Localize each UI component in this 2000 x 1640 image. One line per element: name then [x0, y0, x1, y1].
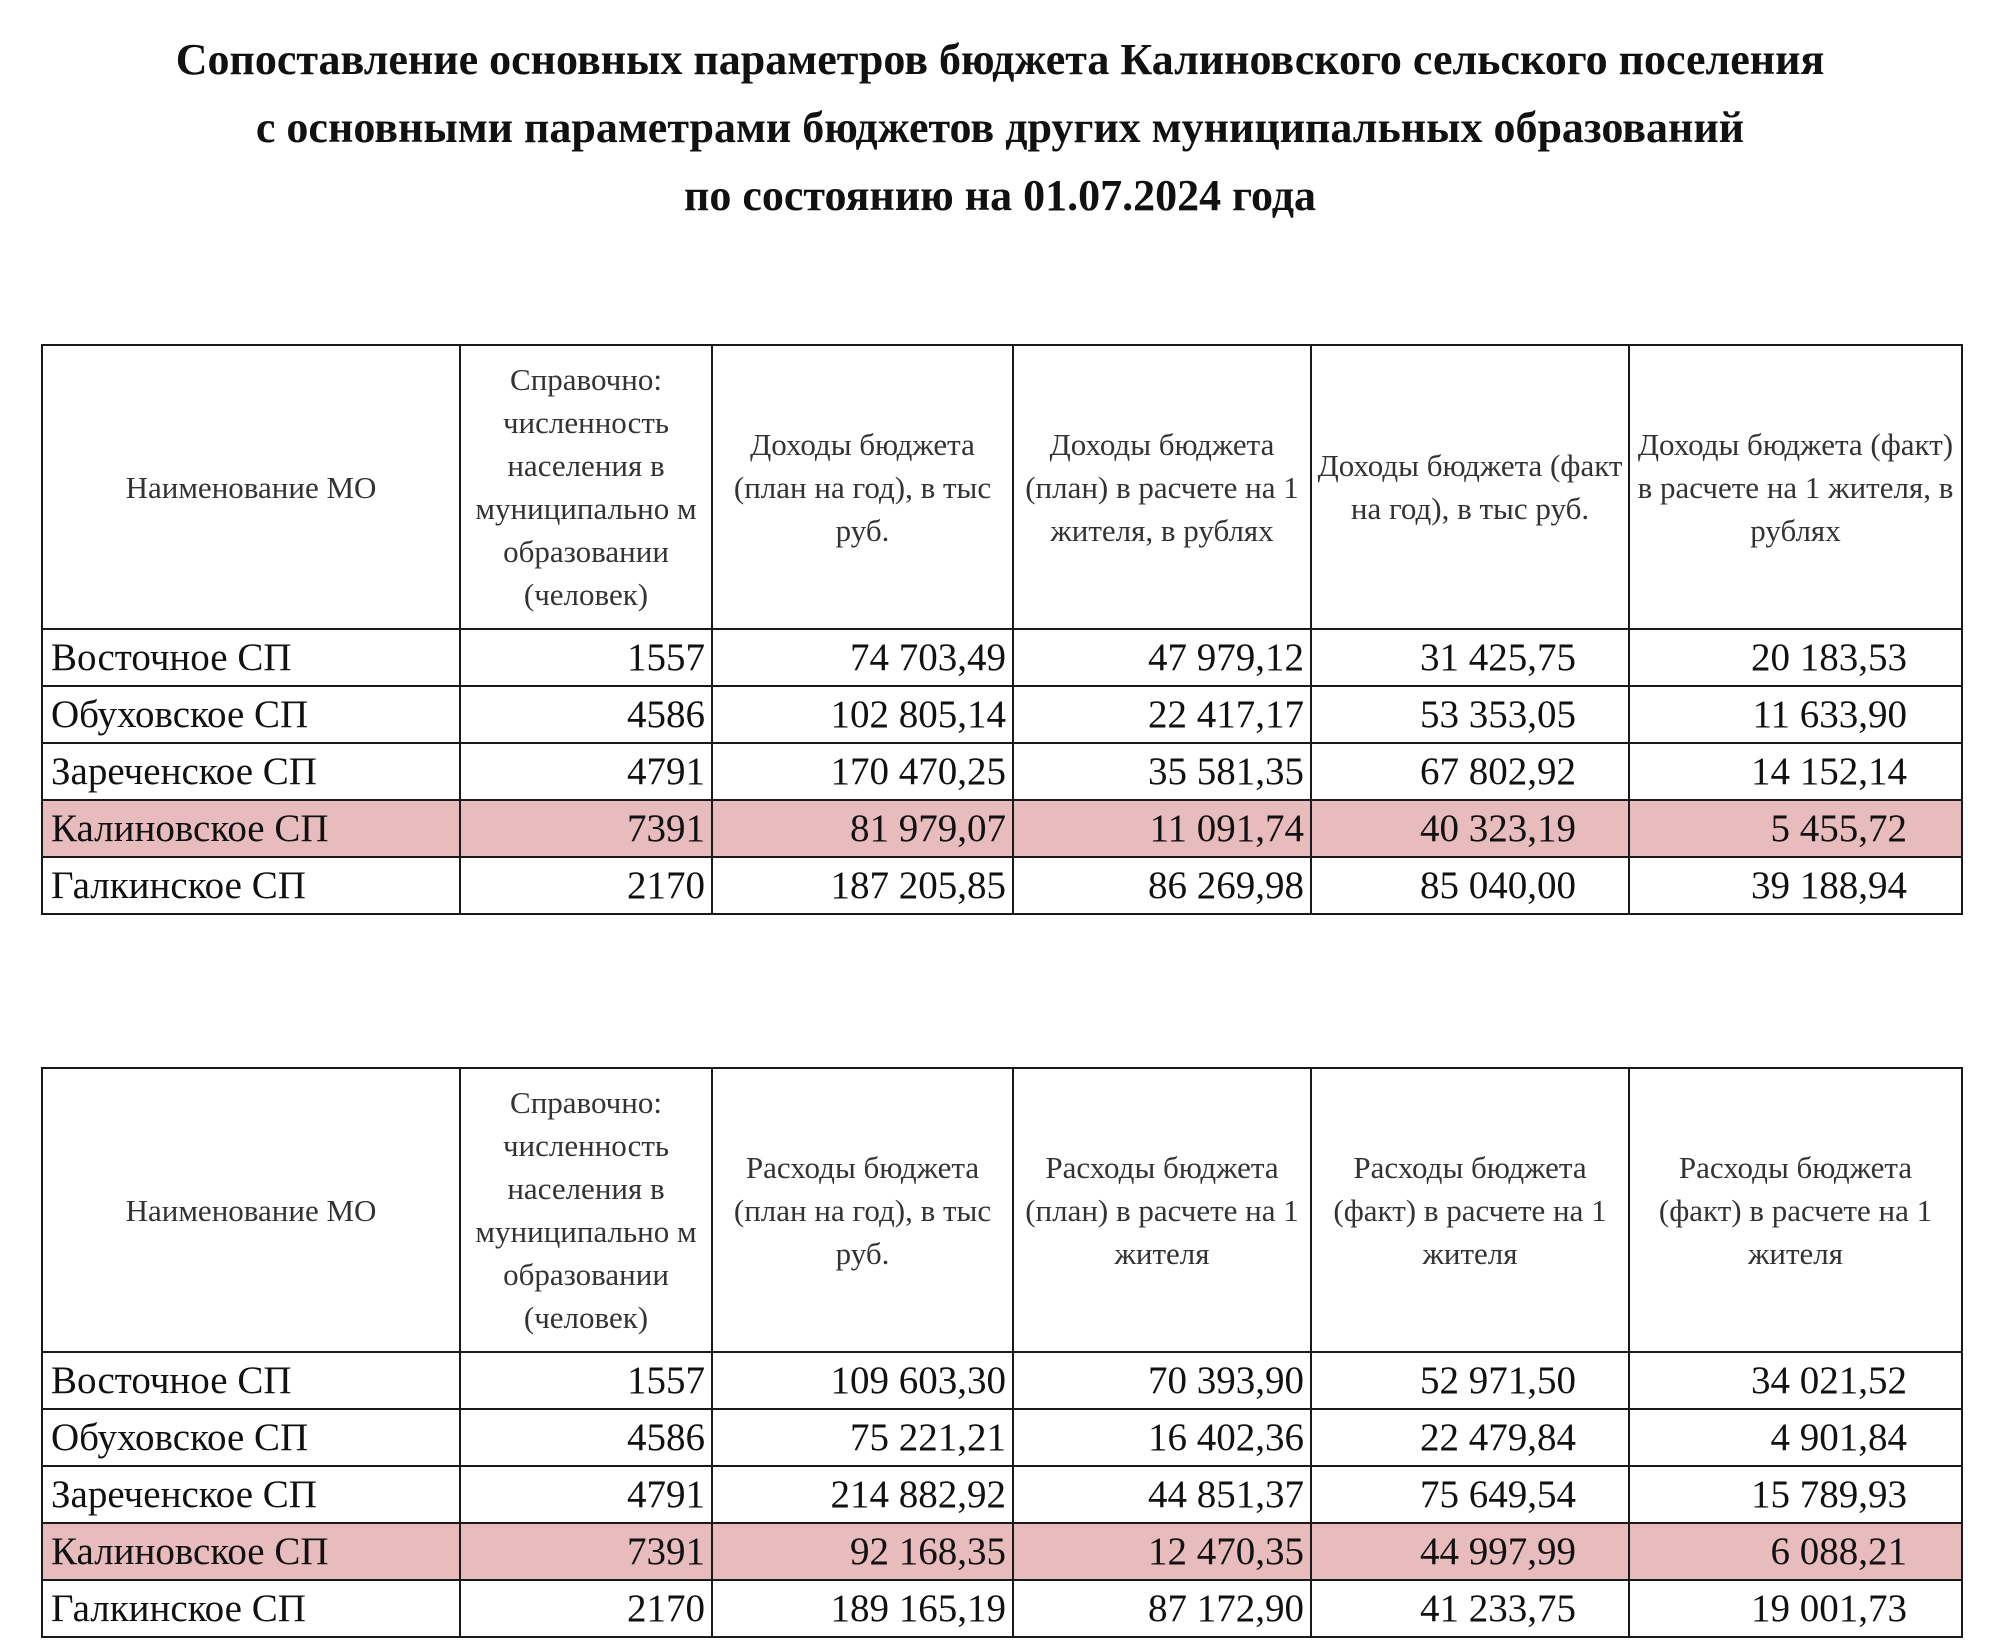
value-cell-plan-per-capita: 47 979,12 [1013, 629, 1311, 686]
value-cell-plan: 74 703,49 [712, 629, 1013, 686]
value-cell-fact: 40 323,19 [1311, 800, 1629, 857]
value-cell-fact-per-capita: 15 789,93 [1629, 1466, 1962, 1523]
value-cell-fact: 85 040,00 [1311, 857, 1629, 914]
municipality-name-cell: Восточное СП [42, 629, 460, 686]
value-cell-plan-per-capita: 16 402,36 [1013, 1409, 1311, 1466]
expense-table [41, 1067, 1963, 1638]
value-cell-fact-per-capita: 11 633,90 [1629, 686, 1962, 743]
header-revenue-fact-per-capita: Доходы бюджета (факт) в расчете на 1 жителя, в рублях [1629, 345, 1962, 629]
title-line-3: по состоянию на 01.07.2024 года [684, 171, 1316, 220]
municipality-name-cell: Зареченское СП [42, 743, 460, 800]
value-cell-fact-per-capita: 19 001,73 [1629, 1580, 1962, 1637]
value-cell-plan: 189 165,19 [712, 1580, 1013, 1637]
value-cell-plan-per-capita: 86 269,98 [1013, 857, 1311, 914]
municipality-name-cell: Калиновское СП [42, 1523, 460, 1580]
value-cell-plan: 75 221,21 [712, 1409, 1013, 1466]
table-row [42, 1580, 1962, 1637]
table-row [42, 743, 1962, 800]
document-title [0, 26, 2000, 230]
value-cell-population: 4586 [460, 1409, 712, 1466]
value-cell-plan-per-capita: 35 581,35 [1013, 743, 1311, 800]
title-line-2: с основными параметрами бюджетов других муниципальных образований [255, 103, 1745, 152]
header-name: Наименование МО [42, 345, 460, 629]
table-row [42, 629, 1962, 686]
value-cell-plan: 81 979,07 [712, 800, 1013, 857]
value-cell-population: 1557 [460, 1352, 712, 1409]
header-population: Справочно: численность населения в муниципально м образовании (человек) [460, 345, 712, 629]
value-cell-population: 2170 [460, 857, 712, 914]
header-expense-plan: Расходы бюджета (план на год), в тыс руб. [712, 1068, 1013, 1352]
municipality-name-cell: Обуховское СП [42, 686, 460, 743]
value-cell-population: 1557 [460, 629, 712, 686]
value-cell-plan-per-capita: 87 172,90 [1013, 1580, 1311, 1637]
header-expense-fact-per-capita-2: Расходы бюджета (факт) в расчете на 1 жителя [1629, 1068, 1962, 1352]
header-revenue-fact: Доходы бюджета (факт на год), в тыс руб. [1311, 345, 1629, 629]
value-cell-population: 4586 [460, 686, 712, 743]
value-cell-fact: 52 971,50 [1311, 1352, 1629, 1409]
value-cell-fact: 44 997,99 [1311, 1523, 1629, 1580]
value-cell-plan: 187 205,85 [712, 857, 1013, 914]
value-cell-plan: 109 603,30 [712, 1352, 1013, 1409]
table-row [42, 1352, 1962, 1409]
header-population: Справочно: численность населения в муниципально м образовании (человек) [460, 1068, 712, 1352]
value-cell-fact: 41 233,75 [1311, 1580, 1629, 1637]
value-cell-plan: 92 168,35 [712, 1523, 1013, 1580]
value-cell-plan-per-capita: 22 417,17 [1013, 686, 1311, 743]
header-revenue-plan: Доходы бюджета (план на год), в тыс руб. [712, 345, 1013, 629]
table-row [42, 1409, 1962, 1466]
value-cell-fact-per-capita: 34 021,52 [1629, 1352, 1962, 1409]
table-row [42, 800, 1962, 857]
municipality-name-cell: Калиновское СП [42, 800, 460, 857]
value-cell-fact: 75 649,54 [1311, 1466, 1629, 1523]
value-cell-population: 4791 [460, 743, 712, 800]
municipality-name-cell: Обуховское СП [42, 1409, 460, 1466]
header-name: Наименование МО [42, 1068, 460, 1352]
revenue-table [41, 344, 1963, 915]
municipality-name-cell: Зареченское СП [42, 1466, 460, 1523]
value-cell-fact-per-capita: 6 088,21 [1629, 1523, 1962, 1580]
value-cell-population: 4791 [460, 1466, 712, 1523]
table-row [42, 686, 1962, 743]
value-cell-plan: 102 805,14 [712, 686, 1013, 743]
value-cell-plan-per-capita: 44 851,37 [1013, 1466, 1311, 1523]
table-row [42, 1466, 1962, 1523]
value-cell-fact-per-capita: 5 455,72 [1629, 800, 1962, 857]
value-cell-fact-per-capita: 39 188,94 [1629, 857, 1962, 914]
expense-header-row [42, 1068, 1962, 1352]
value-cell-plan-per-capita: 12 470,35 [1013, 1523, 1311, 1580]
value-cell-fact-per-capita: 4 901,84 [1629, 1409, 1962, 1466]
value-cell-fact-per-capita: 14 152,14 [1629, 743, 1962, 800]
value-cell-population: 7391 [460, 800, 712, 857]
value-cell-fact-per-capita: 20 183,53 [1629, 629, 1962, 686]
value-cell-fact: 53 353,05 [1311, 686, 1629, 743]
value-cell-fact: 67 802,92 [1311, 743, 1629, 800]
header-revenue-plan-per-capita: Доходы бюджета (план) в расчете на 1 жителя, в рублях [1013, 345, 1311, 629]
value-cell-fact: 22 479,84 [1311, 1409, 1629, 1466]
header-expense-fact-per-capita: Расходы бюджета (факт) в расчете на 1 жителя [1311, 1068, 1629, 1352]
value-cell-population: 2170 [460, 1580, 712, 1637]
title-line-1: Сопоставление основных параметров бюджета Калиновского сельского поселения [175, 35, 1825, 84]
municipality-name-cell: Галкинское СП [42, 857, 460, 914]
revenue-header-row [42, 345, 1962, 629]
value-cell-plan: 214 882,92 [712, 1466, 1013, 1523]
value-cell-plan-per-capita: 70 393,90 [1013, 1352, 1311, 1409]
value-cell-plan: 170 470,25 [712, 743, 1013, 800]
table-row [42, 857, 1962, 914]
value-cell-plan-per-capita: 11 091,74 [1013, 800, 1311, 857]
value-cell-population: 7391 [460, 1523, 712, 1580]
municipality-name-cell: Восточное СП [42, 1352, 460, 1409]
municipality-name-cell: Галкинское СП [42, 1580, 460, 1637]
table-row [42, 1523, 1962, 1580]
header-expense-plan-per-capita: Расходы бюджета (план) в расчете на 1 жителя [1013, 1068, 1311, 1352]
value-cell-fact: 31 425,75 [1311, 629, 1629, 686]
